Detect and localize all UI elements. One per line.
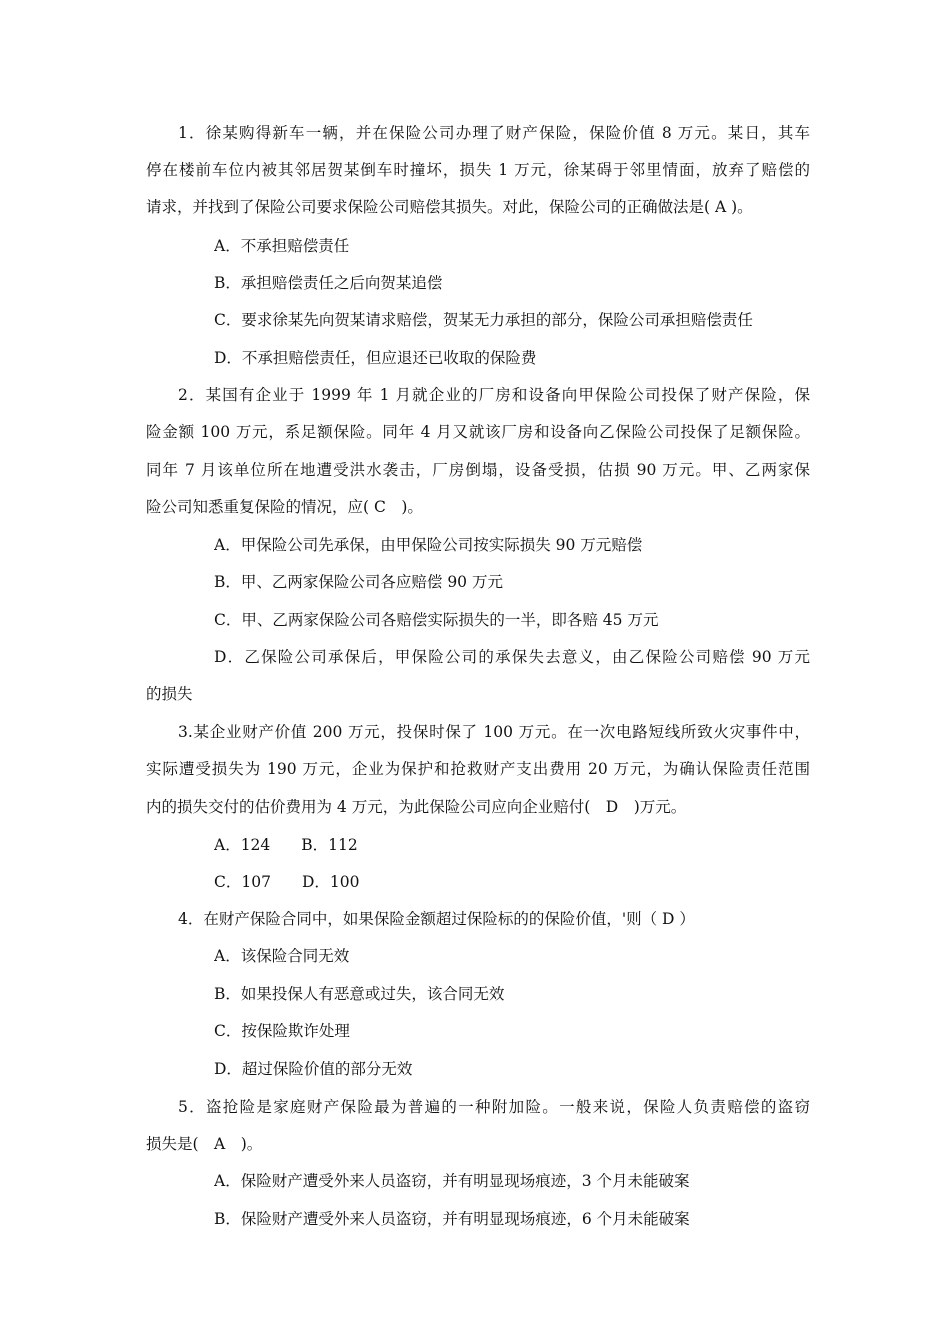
question-2-line-2: 险金额 100 万元，系足额保险。同年 4 月又就该厂房和设备向乙保险公司投保了足额保险。: [146, 423, 810, 441]
question-2-line-1: 2．某国有企业于 1999 年 1 月就企业的厂房和设备向甲保险公司投保了财产保险，保: [178, 386, 810, 404]
question-4-option-b: B．如果投保人有恶意或过失，该合同无效: [214, 985, 505, 1003]
question-4-option-a: A．该保险合同无效: [214, 947, 350, 965]
question-2-option-d: D．乙保险公司承保后，甲保险公司的承保失去意义，由乙保险公司赔偿 90 万元: [214, 648, 810, 666]
question-4-option-c: C．按保险欺诈处理: [214, 1022, 350, 1040]
question-2-option-d-continued: 的损失: [146, 685, 193, 703]
question-1-option-b: B．承担赔偿责任之后向贺某追偿: [214, 274, 443, 292]
question-4-option-d: D．超过保险价值的部分无效: [214, 1060, 413, 1078]
question-3-options-ab: A．124 B．112: [214, 836, 358, 854]
question-3-options-cd: C．107 D．100: [214, 873, 360, 891]
question-1-line-2: 停在楼前车位内被其邻居贺某倒车时撞坏，损失 1 万元，徐某碍于邻里情面，放弃了赔偿的: [146, 161, 810, 179]
question-2-option-a: A．甲保险公司先承保，由甲保险公司按实际损失 90 万元赔偿: [214, 536, 643, 554]
question-5-line-1: 5．盗抢险是家庭财产保险最为普遍的一种附加险。一般来说，保险人负责赔偿的盗窃: [178, 1098, 810, 1116]
question-3-line-3: 内的损失交付的估价费用为 4 万元，为此保险公司应向企业赔付( D )万元。: [146, 798, 687, 816]
question-1-option-d: D．不承担赔偿责任，但应退还已收取的保险费: [214, 349, 537, 367]
question-5-option-b: B．保险财产遭受外来人员盗窃，并有明显现场痕迹，6 个月未能破案: [214, 1210, 690, 1228]
question-2-option-c: C．甲、乙两家保险公司各赔偿实际损失的一半，即各赔 45 万元: [214, 611, 659, 629]
question-5-option-a: A．保险财产遭受外来人员盗窃，并有明显现场痕迹，3 个月未能破案: [214, 1172, 690, 1190]
question-2-line-4: 险公司知悉重复保险的情况，应( C )。: [146, 498, 423, 516]
question-1-line-1: 1．徐某购得新车一辆，并在保险公司办理了财产保险，保险价值 8 万元。某日，其车: [178, 124, 810, 142]
question-3-line-2: 实际遭受损失为 190 万元，企业为保护和抢救财产支出费用 20 万元，为确认保险责任范围: [146, 760, 810, 778]
question-5-line-2: 损失是( A )。: [146, 1135, 263, 1153]
question-1-option-c: C．要求徐某先向贺某请求赔偿，贺某无力承担的部分，保险公司承担赔偿责任: [214, 311, 753, 329]
question-1-option-a: A．不承担赔偿责任: [214, 237, 350, 255]
question-2-option-b: B．甲、乙两家保险公司各应赔偿 90 万元: [214, 573, 503, 591]
question-1-line-3: 请求，并找到了保险公司要求保险公司赔偿其损失。对此，保险公司的正确做法是( A )。: [146, 198, 753, 216]
question-4-line-1: 4．在财产保险合同中，如果保险金额超过保险标的的保险价值，'则（ D ）: [178, 910, 695, 928]
question-3-line-1: 3.某企业财产价值 200 万元，投保时保了 100 万元。在一次电路短线所致火灾事件中，: [178, 723, 810, 741]
question-2-line-3: 同年 7 月该单位所在地遭受洪水袭击，厂房倒塌，设备受损，估损 90 万元。甲、乙两家保: [146, 461, 810, 479]
